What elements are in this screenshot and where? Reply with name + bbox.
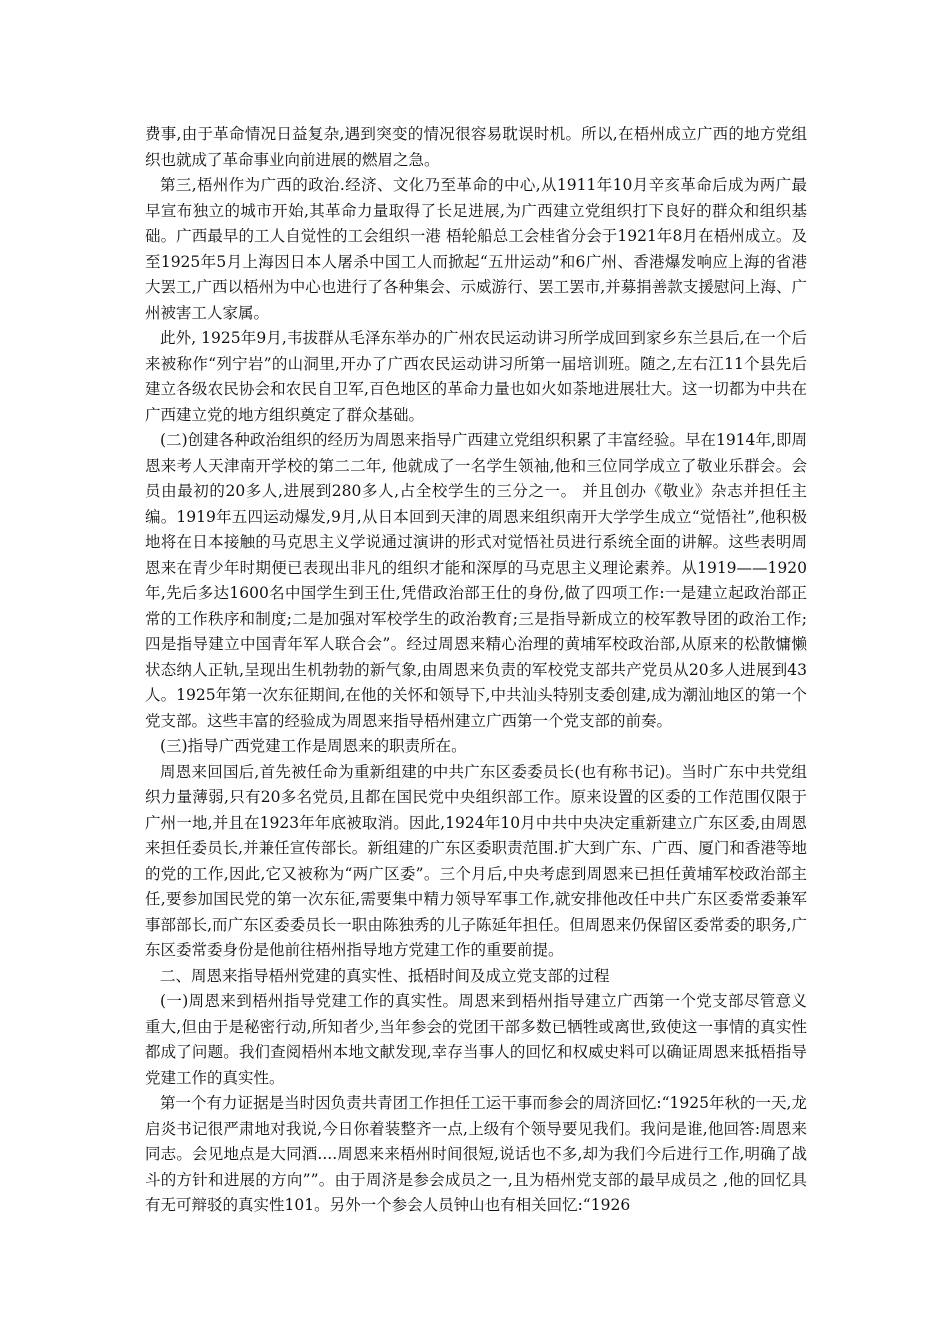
paragraph: (一)周恩来到梧州指导党建工作的真实性。周恩来到梧州指导建立广西第一个党支部尽管意义重大,但由于是秘密行动,所知者少,当年参会的党团干部多数已牺牲或离世,致使这一事情的真实性都成了问题。我们查阅梧州本地文献发现,幸存当事人的回忆和权威史料可以确证周恩来抵梧指导党建工作的真实性。 xyxy=(145,992,807,1087)
section-heading: 二、周恩来指导梧州党建的真实性、抵梧时间及成立党支部的过程 xyxy=(160,966,610,985)
paragraph: 第三,梧州作为广西的政治.经济、文化乃至革命的中心,从1911年10月辛亥革命后成为两广最早宣布独立的城市开始,其革命力量取得了长足进展,为广西建立党组织打下良好的群众和组织基础。广西最早的工人自觉性的工会组织一港 梧轮船总工会桂省分会于1921年8月在梧州成立。及至1925年5月上海因日本人屠杀中国工人而掀起“五卅运动”和6广州、香港爆发响应上海的省港大罢工,广西以梧州为中心也进行了各种集会、示威游行、罢工罢市,并募捐善款支援慰问上海、广州被害工人家属。 xyxy=(145,176,807,322)
paragraph: 周恩来回国后,首先被任命为重新组建的中共广东区委委员长(也有称书记)。当时广东中共党组织力量薄弱,只有20多名党员,且都在国民党中央组织部工作。原来设置的区委的工作范围仅限于广州一地,并且在1923年年底被取消。因此,1924年10月中共中央决定重新建立广东区委,由周恩来担任委员长,并兼任宣传部长。新组建的广东区委职责范围.扩大到广东、广西、厦门和香港等地的党的工作,因此,它又被称为“两广区委”。三个月后,中央考虑到周恩来已担任黄埔军校政治部主任,要参加国民党的第一次东征,需要集中精力领导军事工作,就安排他改任中共广东区委常委兼军事部部长,而广东区委委员长一职由陈独秀的儿子陈延年担任。但周恩来仍保留区委常委的职务,广东区委常委身份是他前往梧州指导地方党建工作的重要前提。 xyxy=(145,762,807,959)
paragraph: 此外, 1925年9月,韦拔群从毛泽东举办的广州农民运动讲习所学成回到家乡东兰县后,在一个后来被称作“列宁岩”的山洞里,开办了广西农民运动讲习所第一届培训班。随之,左右江11个县先后建立各级农民协会和农民自卫军,百色地区的革命力量也如火如荼地进展壮大。这一切都为中共在广西建立党的地方组织奠定了群众基础。 xyxy=(145,329,807,424)
paragraph: 费事,由于革命情况日益复杂,遇到突变的情况很容易耽误时机。所以,在梧州成立广西的地方党组织也就成了革命事业向前进展的燃眉之急。 xyxy=(145,125,807,169)
paragraph: (二)创建各种政治组织的经历为周恩来指导广西建立党组织积累了丰富经验。早在1914年,即周恩来考人天津南开学校的第二二年, 他就成了一名学生领袖,他和三位同学成立了敬业乐群会。会员由最初的20多人,进展到280多人,占全校学生的三分之一。 并且创办《敬业》杂志并担任主编。1919年五四运动爆发,9月,从日本回到天津的周恩来组织南开大学学生成立“觉悟社”,他积极地将在日本接触的马克思主义学说通过演讲的形式对觉悟社员进行系统全面的讲解。这些表明周恩来在青少年时期便已表现出非凡的组织才能和深厚的马克思主义理论素养。从1919——1920年,先后多达1600名中国学生到王仕,凭借政治部王仕的身份,做了四项工作:一是建立起政治部正常的工作秩序和制度;二是加强对军校学生的政治教育;三是指导新成立的校军教导团的政治工作;四是指导建立中国青年军人联合会”。经过周恩来精心治理的黄埔军校政治部,从原来的松散慵懒状态纳人正轨,呈现出生机勃勃的新气象,由周恩来负责的军校党支部共产党员从20多人进展到43人。1925年第一次东征期间,在他的关怀和领导下,中共汕头特别支委创建,成为潮汕地区的第一个党支部。这些丰富的经验成为周恩来指导梧州建立广西第一个党支部的前奏。 xyxy=(145,431,807,730)
section-heading: (三)指导广西党建工作是周恩来的职责所在。 xyxy=(160,737,467,755)
paragraph: 第一个有力证据是当时因负责共青团工作担任工运干事而参会的周济回忆:“1925年秋的一天,龙启炎书记很严肃地对我说,今日你着装整齐一点,上级有个领导要见我们。我问是谁,他回答:周恩来同志。会见地点是大同酒....周恩来来梧州时间很短,说话也不多,却为我们今后进行工作,明确了战斗的方针和进展的方向””。由于周济是参会成员之一,且为梧州党支部的最早成员之 ,他的回忆具有无可辩驳的真实性101。另外一个参会人员钟山也有相关回忆:“1926 xyxy=(145,1094,807,1214)
document-body xyxy=(145,122,807,1219)
